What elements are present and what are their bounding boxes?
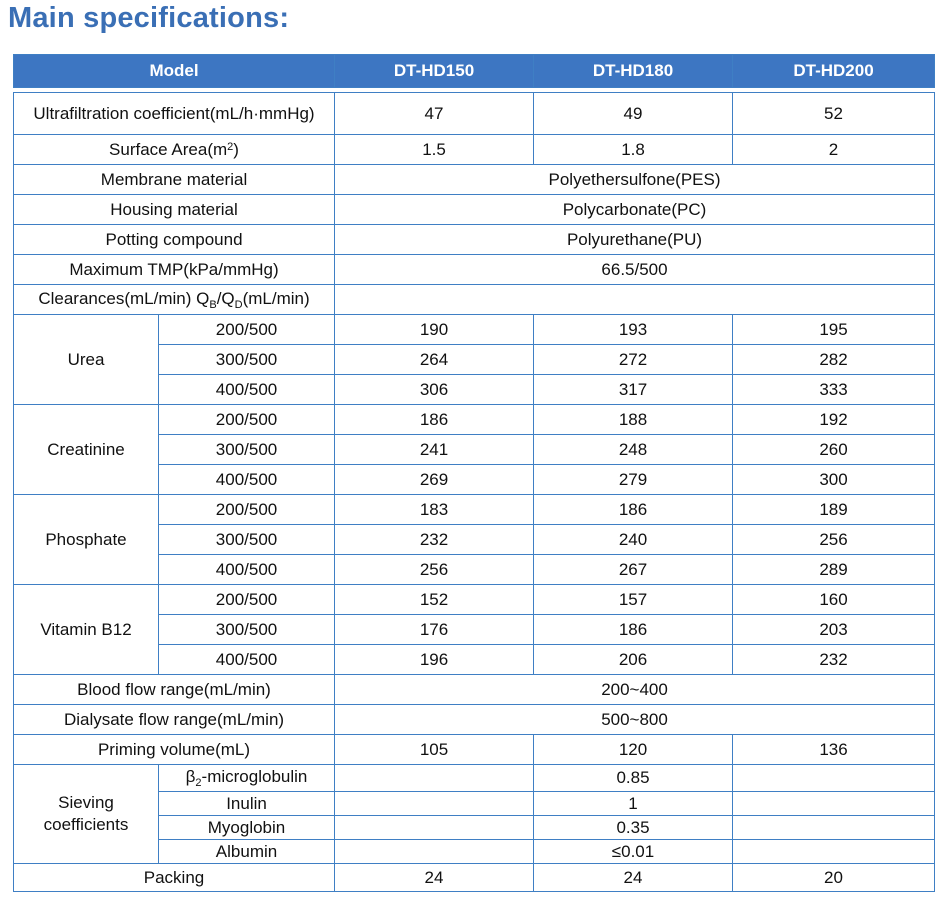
sieving-label [14, 765, 159, 864]
table-header-row [14, 55, 935, 88]
clearance-value: 317 [534, 375, 733, 405]
clearance-value: 264 [335, 345, 534, 375]
clearance-value: 186 [335, 405, 534, 435]
sieving-label-line1: Sieving [58, 793, 114, 812]
blood-flow-label: Blood flow range(mL/min) [14, 675, 335, 705]
clearance-value: 196 [335, 645, 534, 675]
sieving-blank [335, 792, 534, 816]
uf-coefficient-row [14, 93, 935, 135]
albumin-value: ≤0.01 [534, 840, 733, 864]
packing-value: 24 [534, 864, 733, 892]
sieving-blank [335, 840, 534, 864]
qb-subscript: B [209, 298, 217, 311]
dialysate-flow-row [14, 705, 935, 735]
surface-area-label-text: Surface Area(m [109, 139, 228, 159]
clearance-value: 282 [733, 345, 935, 375]
sieving-blank [335, 765, 534, 792]
priming-value: 120 [534, 735, 733, 765]
flow-rate-label: 200/500 [159, 495, 335, 525]
solute-label: Urea [14, 315, 159, 405]
clearance-row [14, 315, 935, 345]
specifications-table [13, 54, 935, 892]
beta-symbol: β [185, 767, 196, 786]
clearance-value: 279 [534, 465, 733, 495]
solute-label: Creatinine [14, 405, 159, 495]
clearance-value: 267 [534, 555, 733, 585]
flow-rate-label: 400/500 [159, 645, 335, 675]
priming-value: 136 [733, 735, 935, 765]
dialysate-flow-label: Dialysate flow range(mL/min) [14, 705, 335, 735]
uf-value: 47 [335, 93, 534, 135]
flow-rate-label: 300/500 [159, 525, 335, 555]
qd-subscript: D [234, 298, 243, 311]
clearance-value: 190 [335, 315, 534, 345]
clearances-label-text: Clearances(mL/min) Q [38, 288, 210, 308]
albumin-label: Albumin [159, 840, 335, 864]
blood-flow-row [14, 675, 935, 705]
tmp-value: 66.5/500 [335, 255, 935, 285]
clearance-value: 269 [335, 465, 534, 495]
uf-value: 52 [733, 93, 935, 135]
clearance-value: 206 [534, 645, 733, 675]
surface-area-row [14, 135, 935, 165]
uf-value: 49 [534, 93, 733, 135]
sieving-label-line2: coefficients [43, 815, 129, 834]
potting-row [14, 225, 935, 255]
surface-area-value: 1.5 [335, 135, 534, 165]
tmp-label: Maximum TMP(kPa/mmHg) [14, 255, 335, 285]
flow-rate-label: 400/500 [159, 555, 335, 585]
b2-microglobulin-value: 0.85 [534, 765, 733, 792]
sieving-blank [733, 765, 935, 792]
clearances-header-row [14, 285, 935, 315]
clearances-label [14, 285, 335, 315]
clearance-value: 192 [733, 405, 935, 435]
solute-label: Vitamin B12 [14, 585, 159, 675]
clearance-value: 232 [335, 525, 534, 555]
clearance-value: 203 [733, 615, 935, 645]
solute-label: Phosphate [14, 495, 159, 585]
clearance-value: 188 [534, 405, 733, 435]
packing-value: 20 [733, 864, 935, 892]
clearances-blank [335, 285, 935, 315]
clearance-value: 289 [733, 555, 935, 585]
inulin-label: Inulin [159, 792, 335, 816]
microglobulin-text: -microglobulin [201, 767, 308, 786]
surface-area-label-close: ) [233, 139, 239, 159]
tmp-row [14, 255, 935, 285]
dialysate-flow-value: 500~800 [335, 705, 935, 735]
priming-label: Priming volume(mL) [14, 735, 335, 765]
clearance-value: 193 [534, 315, 733, 345]
clearance-value: 240 [534, 525, 733, 555]
clearances-body [14, 315, 935, 675]
housing-label: Housing material [14, 195, 335, 225]
sieving-blank [733, 792, 935, 816]
clearance-row [14, 405, 935, 435]
sieving-blank [335, 816, 534, 840]
flow-rate-label: 200/500 [159, 405, 335, 435]
flow-rate-label: 300/500 [159, 615, 335, 645]
myoglobin-value: 0.35 [534, 816, 733, 840]
flow-rate-label: 300/500 [159, 435, 335, 465]
flow-rate-label: 400/500 [159, 375, 335, 405]
uf-coefficient-label: Ultrafiltration coefficient(mL/h·mmHg) [14, 93, 335, 135]
beta-subscript: 2 [195, 777, 202, 789]
myoglobin-label: Myoglobin [159, 816, 335, 840]
clearance-value: 248 [534, 435, 733, 465]
model-header: Model [14, 55, 335, 88]
clearance-value: 260 [733, 435, 935, 465]
priming-value: 105 [335, 735, 534, 765]
clearance-value: 306 [335, 375, 534, 405]
potting-value: Polyurethane(PU) [335, 225, 935, 255]
flow-rate-label: 200/500 [159, 585, 335, 615]
clearance-value: 256 [335, 555, 534, 585]
sieving-blank [733, 816, 935, 840]
clearance-value: 272 [534, 345, 733, 375]
page-title: Main specifications: [8, 2, 290, 34]
clearances-slash: /Q [216, 288, 235, 308]
clearance-value: 189 [733, 495, 935, 525]
housing-value: Polycarbonate(PC) [335, 195, 935, 225]
sieving-b2-row [14, 765, 935, 792]
packing-value: 24 [335, 864, 534, 892]
inulin-value: 1 [534, 792, 733, 816]
clearance-value: 186 [534, 495, 733, 525]
clearance-value: 183 [335, 495, 534, 525]
membrane-row [14, 165, 935, 195]
priming-row [14, 735, 935, 765]
surface-area-label [14, 135, 335, 165]
packing-row [14, 864, 935, 892]
clearance-value: 232 [733, 645, 935, 675]
clearance-value: 333 [733, 375, 935, 405]
clearance-value: 186 [534, 615, 733, 645]
blood-flow-value: 200~400 [335, 675, 935, 705]
potting-label: Potting compound [14, 225, 335, 255]
flow-rate-label: 200/500 [159, 315, 335, 345]
clearance-value: 157 [534, 585, 733, 615]
clearance-value: 241 [335, 435, 534, 465]
clearances-unit: (mL/min) [242, 288, 310, 308]
clearance-value: 195 [733, 315, 935, 345]
surface-area-value: 2 [733, 135, 935, 165]
flow-rate-label: 300/500 [159, 345, 335, 375]
packing-label: Packing [14, 864, 335, 892]
model-header-hd180: DT-HD180 [534, 55, 733, 88]
clearance-value: 160 [733, 585, 935, 615]
surface-area-value: 1.8 [534, 135, 733, 165]
surface-area-label-sup: 2 [227, 140, 234, 153]
clearance-value: 256 [733, 525, 935, 555]
clearance-value: 176 [335, 615, 534, 645]
b2-microglobulin-label [159, 765, 335, 792]
membrane-value: Polyethersulfone(PES) [335, 165, 935, 195]
clearance-row [14, 585, 935, 615]
model-header-hd150: DT-HD150 [335, 55, 534, 88]
flow-rate-label: 400/500 [159, 465, 335, 495]
clearance-row [14, 495, 935, 525]
clearance-value: 300 [733, 465, 935, 495]
membrane-label: Membrane material [14, 165, 335, 195]
clearance-value: 152 [335, 585, 534, 615]
model-header-hd200: DT-HD200 [733, 55, 935, 88]
sieving-blank [733, 840, 935, 864]
housing-row [14, 195, 935, 225]
